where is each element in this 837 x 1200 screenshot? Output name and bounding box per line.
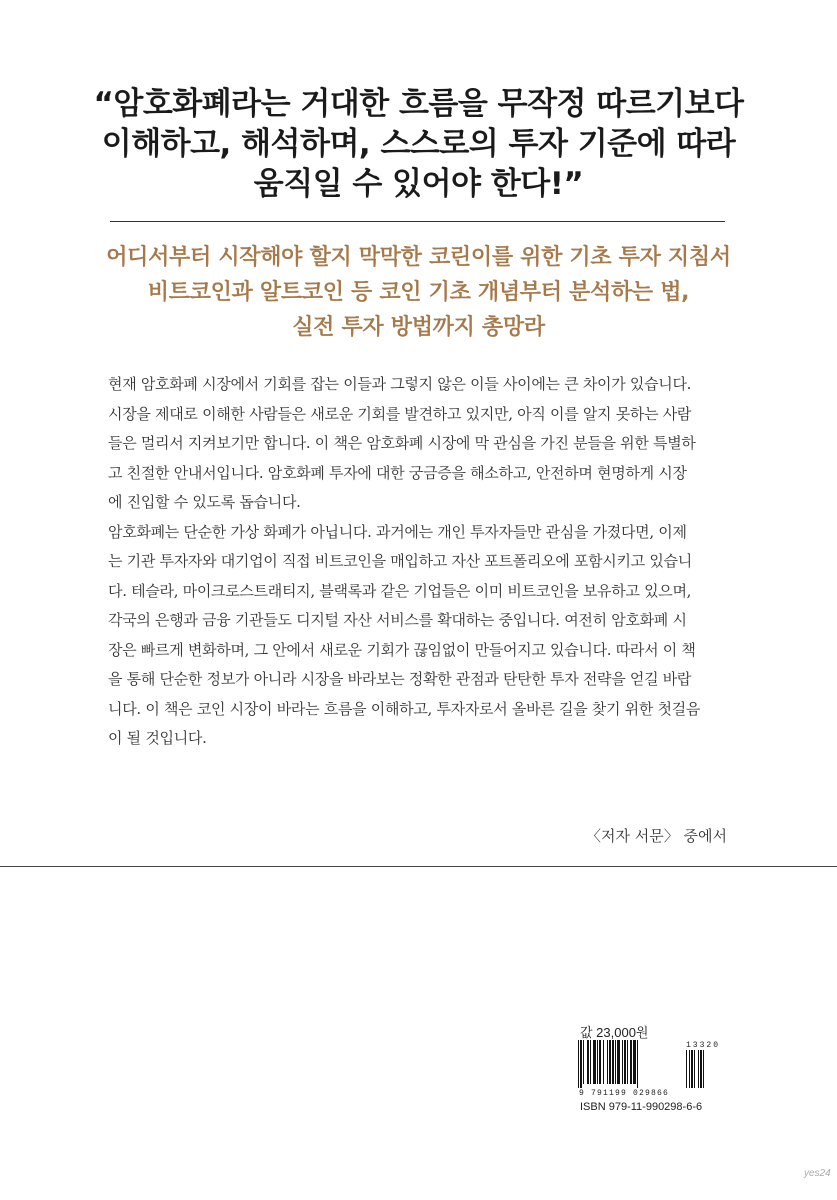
barcode-bar xyxy=(624,1040,626,1084)
body-line: 이 될 것입니다. xyxy=(108,729,207,747)
barcode-main-number: 9 791199 029866 xyxy=(579,1089,670,1098)
body-line: 각국의 은행과 금융 기관들도 디지털 자산 서비스를 확대하는 중입니다. 여전히 암호화폐 시 xyxy=(108,611,687,629)
barcode-addon-number: 13320 xyxy=(686,1041,721,1050)
quote-line: 이해하고, 해석하며, 스스로의 투자 기준에 따라 xyxy=(101,126,736,162)
body-line: 니다. 이 책은 코인 시장이 바라는 흐름을 이해하고, 투자자로서 올바른 길을 찾기 위한 첫걸음 xyxy=(108,699,701,718)
barcode-addon-bar xyxy=(686,1050,687,1088)
subtitle-block xyxy=(60,240,777,345)
price-label: 값 23,000원 xyxy=(580,1025,649,1040)
body-line: 에 진입할 수 있도록 돕습니다. xyxy=(108,493,301,511)
barcode-addon-bar xyxy=(703,1050,704,1088)
quote-line: “암호화폐라는 거대한 흐름을 무작정 따르기보다 xyxy=(93,86,744,122)
barcode-addon-bar xyxy=(694,1050,695,1088)
isbn-text: ISBN 979-11-990298-6-6 xyxy=(580,1101,703,1113)
body-line: 현재 암호화폐 시장에서 기회를 잡는 이들과 그렇지 않은 이들 사이에는 큰 차이가 있습니다. xyxy=(108,375,692,393)
body-line: 을 통해 단순한 정보가 아니라 시장을 바라보는 정확한 관점과 탄탄한 투자 전략을 얻길 바랍 xyxy=(108,670,692,688)
top-divider xyxy=(110,221,725,222)
source-attribution: 〈저자 서문〉 중에서 xyxy=(586,827,727,845)
barcode-bar xyxy=(637,1040,638,1088)
body-line: 다. 테슬라, 마이크로스트래티지, 블랙록과 같은 기업들은 이미 비트코인을 보유하고 있으며, xyxy=(108,581,692,600)
subtitle-line: 비트코인과 알트코인 등 코인 기초 개념부터 분석하는 법, xyxy=(147,280,690,305)
barcode-bar xyxy=(578,1040,579,1088)
barcode-bar xyxy=(587,1040,589,1084)
barcode-bar xyxy=(627,1040,628,1084)
barcode-addon-bar xyxy=(698,1050,699,1088)
body-line: 는 기관 투자자와 대기업이 직접 비트코인을 매입하고 자산 포트폴리오에 포함시키고 있습니 xyxy=(108,552,692,570)
body-line: 장은 빠르게 변화하며, 그 안에서 새로운 기회가 끊임없이 만들어지고 있습니다. 따라서 이 책 xyxy=(108,640,696,659)
body-paragraph xyxy=(108,518,730,754)
barcode-bar xyxy=(603,1040,604,1084)
watermark-logo: yes24 xyxy=(804,1168,831,1179)
barcode-addon-bar xyxy=(700,1050,702,1088)
quote-line: 움직일 수 있어야 한다!” xyxy=(253,166,584,202)
body-paragraph xyxy=(108,370,730,518)
barcode-bar xyxy=(609,1040,611,1084)
barcode-addon-bar xyxy=(689,1050,690,1088)
bottom-divider xyxy=(0,866,837,867)
barcode-bar xyxy=(597,1040,598,1084)
barcode-bar xyxy=(622,1040,623,1084)
barcode-bar xyxy=(590,1040,591,1084)
barcode-bar xyxy=(607,1040,608,1084)
barcode-bar xyxy=(583,1040,584,1084)
barcode-bar xyxy=(599,1040,601,1084)
body-line: 암호화폐는 단순한 가상 화폐가 아닙니다. 과거에는 개인 투자자들만 관심을 가졌다면, 이제 xyxy=(108,522,687,541)
barcode-bar xyxy=(617,1040,620,1084)
subtitle-line: 어디서부터 시작해야 할지 막막한 코린이를 위한 기초 투자 지침서 xyxy=(106,245,731,270)
body-text xyxy=(108,370,730,754)
barcode-bar xyxy=(612,1040,614,1084)
barcode-bar xyxy=(593,1040,596,1084)
barcode-bar xyxy=(615,1040,616,1084)
body-line: 시장을 제대로 이해한 사람들은 새로운 기회를 발견하고 있지만, 아직 이를 알지 못하는 사람 xyxy=(108,404,692,423)
barcode-bar xyxy=(580,1040,582,1088)
barcode-bar xyxy=(633,1040,636,1084)
barcode-bar xyxy=(630,1040,632,1084)
body-line: 고 친절한 안내서입니다. 암호화폐 투자에 대한 궁금증을 해소하고, 안전하며 현명하게 시장 xyxy=(108,463,687,482)
body-line: 들은 멀리서 지켜보기만 합니다. 이 책은 암호화폐 시장에 막 관심을 가진 분들을 위한 특별하 xyxy=(108,434,696,452)
headline-quote xyxy=(60,84,777,204)
barcode-addon-bar xyxy=(691,1050,693,1088)
subtitle-line: 실전 투자 방법까지 총망라 xyxy=(292,315,545,340)
